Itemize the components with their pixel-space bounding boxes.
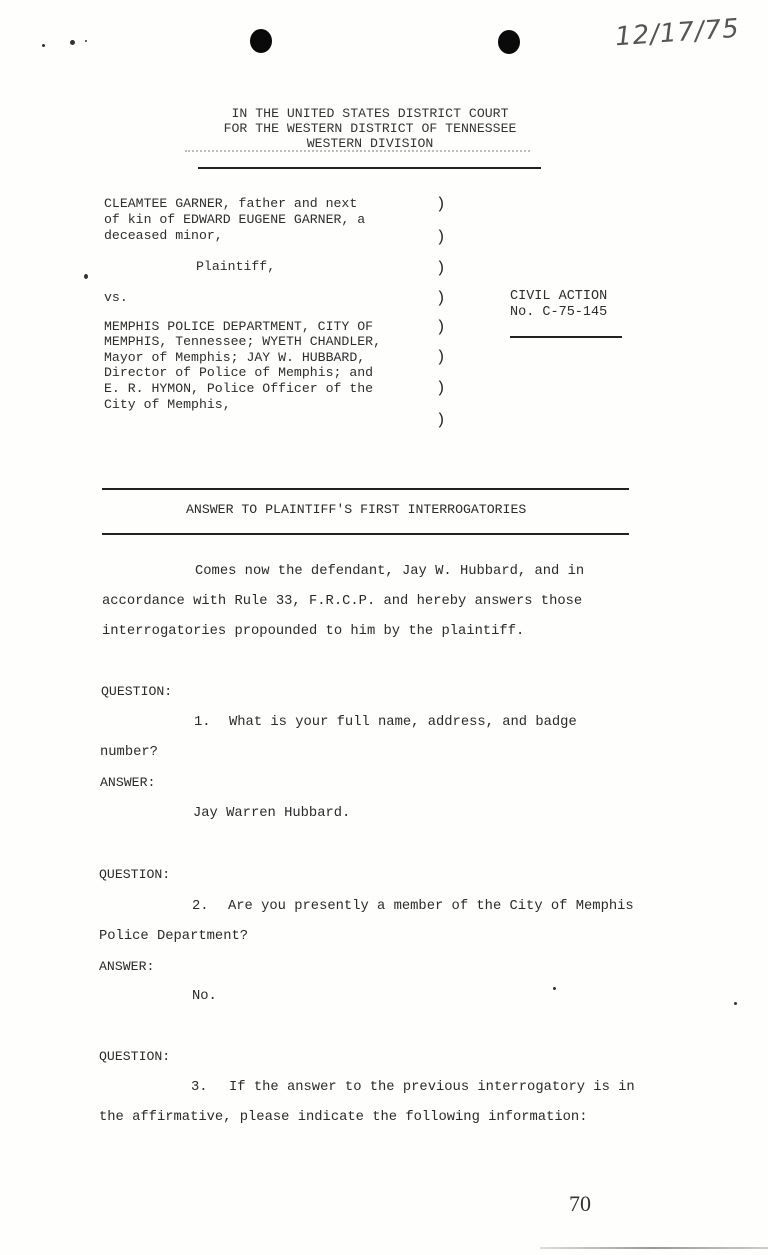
court-name-line-2: FOR THE WESTERN DISTRICT OF TENNESSEE	[223, 121, 517, 136]
question-2-number: 2.	[192, 899, 209, 914]
scan-speck	[85, 40, 87, 42]
caption-paren: )	[436, 411, 446, 429]
question-3-line-1: If the answer to the previous interrogatory is in	[229, 1080, 635, 1095]
court-division: WESTERN DIVISION	[306, 136, 434, 151]
title-rule-bottom	[102, 533, 629, 535]
case-number-rule	[510, 336, 622, 338]
plaintiff-line-3: deceased minor,	[104, 228, 223, 243]
question-label: QUESTION:	[99, 867, 171, 882]
answer-label: ANSWER:	[100, 775, 156, 790]
case-number: No. C-75-145	[510, 305, 608, 320]
caption-paren: )	[436, 318, 446, 336]
scan-speck	[553, 987, 556, 990]
court-name-line-1: IN THE UNITED STATES DISTRICT COURT	[231, 106, 509, 121]
caption-paren: )	[436, 289, 446, 307]
question-1-line-1: What is your full name, address, and badge	[229, 715, 577, 730]
question-2-line-2: Police Department?	[99, 929, 249, 944]
versus-label: vs.	[104, 290, 128, 305]
case-type: CIVIL ACTION	[510, 289, 608, 304]
question-2-line-1: Are you presently a member of the City of Memphis	[228, 899, 634, 914]
defendant-line-3: Mayor of Memphis; JAY W. HUBBARD,	[104, 350, 366, 365]
punch-hole-icon	[498, 30, 520, 54]
plaintiff-label: Plaintiff,	[196, 259, 276, 274]
answer-label: ANSWER:	[99, 959, 155, 974]
title-rule-top	[102, 488, 629, 490]
caption-paren: )	[436, 228, 446, 246]
caption-paren: )	[436, 195, 446, 213]
punch-hole-icon	[250, 29, 272, 53]
caption-paren: )	[436, 379, 446, 397]
scan-speck	[70, 40, 75, 45]
scan-speck	[734, 1002, 737, 1005]
question-1-line-2: number?	[100, 745, 158, 760]
header-rule	[198, 167, 541, 169]
caption-paren: )	[436, 348, 446, 366]
dotted-separator	[185, 150, 530, 154]
caption-paren: )	[436, 259, 446, 277]
intro-line-3: interrogatories propounded to him by the plaintiff.	[102, 624, 525, 639]
intro-line-1: Comes now the defendant, Jay W. Hubbard, and in	[195, 564, 585, 579]
question-label: QUESTION:	[101, 684, 173, 699]
document-title: ANSWER TO PLAINTIFF'S FIRST INTERROGATORIES	[186, 502, 527, 517]
page-bottom-edge	[540, 1247, 768, 1249]
question-3-number: 3.	[191, 1080, 208, 1095]
defendant-line-5: E. R. HYMON, Police Officer of the	[104, 381, 374, 396]
question-1-number: 1.	[194, 715, 211, 730]
defendant-line-4: Director of Police of Memphis; and	[104, 365, 374, 380]
intro-line-2: accordance with Rule 33, F.R.C.P. and hereby answers those	[102, 594, 583, 609]
question-3-line-2: the affirmative, please indicate the following information:	[99, 1110, 588, 1125]
page-number: 70	[569, 1191, 591, 1216]
answer-1: Jay Warren Hubbard.	[193, 806, 351, 821]
defendant-line-6: City of Memphis,	[104, 397, 231, 412]
plaintiff-line-1: CLEAMTEE GARNER, father and next	[104, 196, 358, 211]
scan-speck	[84, 274, 88, 279]
answer-2: No.	[192, 989, 217, 1004]
handwritten-date: 12/17/75	[614, 13, 741, 53]
scan-speck	[42, 44, 45, 47]
defendant-line-1: MEMPHIS POLICE DEPARTMENT, CITY OF	[104, 319, 374, 334]
question-label: QUESTION:	[99, 1049, 171, 1064]
defendant-line-2: MEMPHIS, Tennessee; WYETH CHANDLER,	[104, 334, 381, 349]
plaintiff-line-2: of kin of EDWARD EUGENE GARNER, a	[104, 212, 366, 227]
